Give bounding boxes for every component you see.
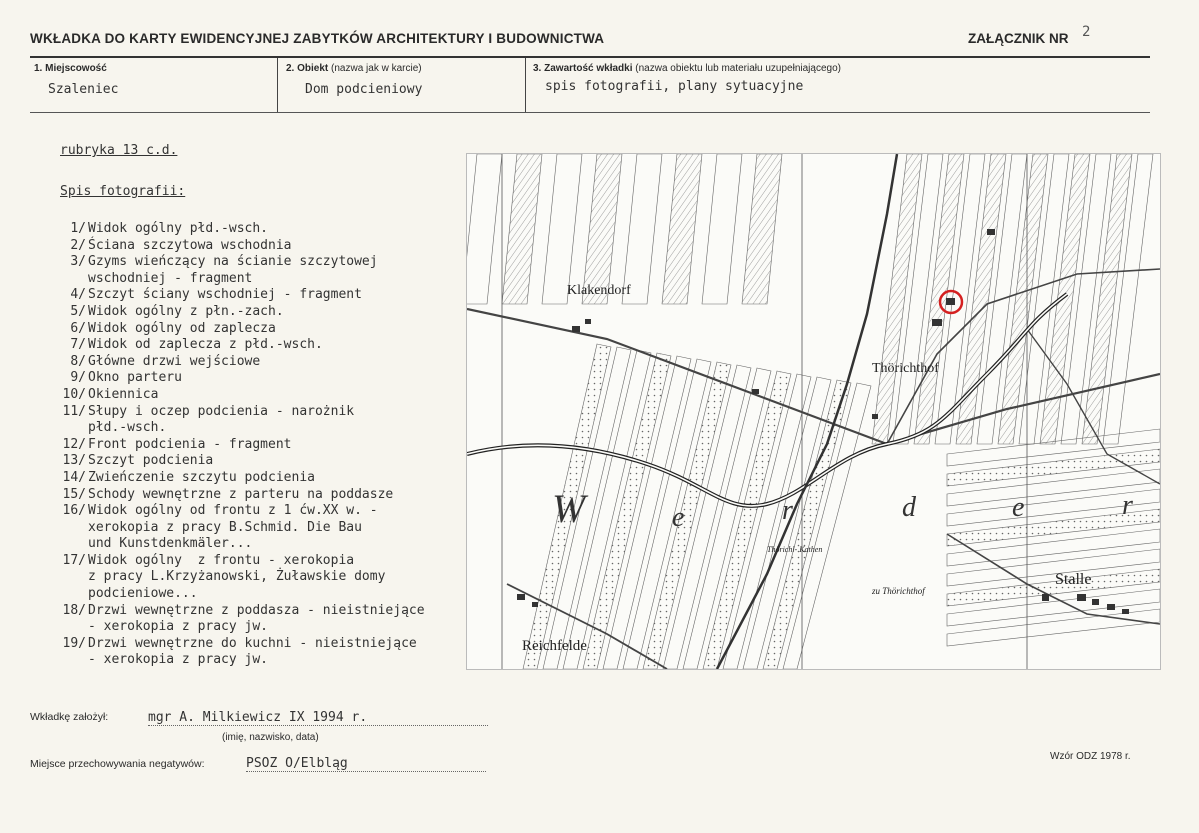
photo-item-number: 14/ [62,469,86,485]
photo-item-number: 11/ [62,403,86,419]
map-label-kathen: Thörichl- Kathen [767,545,823,554]
annex-number: 2 [1082,24,1091,40]
map-field-strip [702,154,742,304]
field-3-label-note: (nazwa obiektu lub materiału uzupełniającego) [635,63,841,74]
photo-item-text: Zwieńczenie szczytu podcienia [88,469,315,485]
map-label-klakendorf: Klakendorf [567,283,631,298]
map-label-reichfelde: Reichfelde [522,638,587,654]
field-3-label-main: 3. Zawartość wkładki [533,63,633,74]
photo-list-item [48,470,425,487]
storage-value: PSOZ O/Elbląg [246,756,486,772]
photo-item-number: 2/ [70,237,86,253]
photo-item-text: Okno parteru [88,370,182,386]
map-canal [717,154,897,669]
situation-map [466,153,1161,670]
fields-rule [30,112,1150,113]
photo-item-number: 19/ [62,635,86,651]
map-label-letter-r2: r [1122,490,1133,521]
author-label: Wkładkę założył: [30,711,109,723]
photo-list-item [48,437,425,454]
photo-item-text: Główne drzwi wejściowe [88,353,261,369]
photo-list-item [48,387,425,404]
photo-item-number: 17/ [62,552,86,568]
header-rule [30,56,1150,58]
photo-item-continuation: podcieniowe... [88,586,198,602]
photo-item-continuation: - xerokopia z pracy jw. [88,652,269,668]
object-building [946,298,955,305]
photo-item-number: 18/ [62,602,86,618]
photo-item-number: 13/ [62,453,86,469]
photo-list-item [48,254,425,271]
photo-item-text: Gzyms wieńczący na ścianie szczytowej [88,254,378,270]
photo-item-number: 4/ [70,287,86,303]
photo-item-number: 15/ [62,486,86,502]
photo-item-text: Widok ogólny płd.-wsch. [88,221,269,236]
form-title: WKŁADKA DO KARTY EWIDENCYJNEJ ZABYTKÓW ARCHITEKTURY I BUDOWNICTWA [30,31,605,46]
map-field-strip [542,154,582,304]
photo-list-item [48,354,425,371]
photo-list-item [48,503,425,520]
form-template-id: Wzór ODZ 1978 r. [1050,751,1131,762]
section-reference: rubryka 13 c.d. [60,143,178,158]
photo-item-number: 5/ [70,303,86,319]
field-1-value: Szaleniec [48,82,119,97]
photo-item-continuation: - xerokopia z pracy jw. [88,619,269,635]
author-hint: (imię, nazwisko, data) [222,732,319,743]
map-drawing [467,154,1160,669]
photo-item-continuation: wschodniej - fragment [88,270,253,286]
photo-item-text: Szczyt ściany wschodniej - fragment [88,287,362,303]
photo-list-item [48,304,425,321]
photo-list-item [48,321,425,338]
photo-item-text: Widok ogólny od frontu z 1 ćw.XX w. - [88,503,378,519]
photo-list-item [48,603,425,620]
map-field-strip [582,154,622,304]
photo-list-item [48,337,425,354]
annex-label: ZAŁĄCZNIK NR [968,31,1069,46]
field-2-label-note: (nazwa jak w karcie) [331,63,422,74]
photo-list-item [48,221,425,238]
photo-item-number: 9/ [70,370,86,386]
photo-item-text: Front podcienia - fragment [88,436,292,452]
photo-item-number: 16/ [62,503,86,519]
photo-list-item [48,287,425,304]
photo-item-text: Widok od zaplecza z płd.-wsch. [88,337,323,353]
map-field-strip [467,154,502,304]
field-divider-2 [525,58,526,112]
map-field-strip [622,154,662,304]
photo-item-text: Widok ogólny z płn.-zach. [88,303,284,319]
photo-item-text: Schody wewnętrzne z parteru na poddasze [88,486,394,502]
map-label-thorichthof-small: zu Thörichthof [872,586,925,596]
photo-item-text: Drzwi wewnętrzne z poddasza - nieistniejące [88,602,425,618]
map-label-letter-e1: e [672,502,685,533]
map-field-strip [502,154,542,304]
photo-item-text: Widok ogólny z frontu - xerokopia [88,552,355,568]
photo-list-item [48,404,425,421]
photo-item-continuation: płd.-wsch. [88,420,167,436]
photo-item-number: 8/ [70,353,86,369]
map-field-strip [947,609,1160,646]
map-label-stalle: Stalle [1055,571,1092,588]
storage-label: Miejsce przechowywania negatywów: [30,758,205,770]
map-label-thorichthof: Thörichthof [872,361,939,376]
field-2-value: Dom podcieniowy [305,82,423,97]
field-divider-1 [277,58,278,112]
photo-list-item [48,487,425,504]
photo-list-item [48,453,425,470]
photo-item-number: 12/ [62,436,86,452]
map-field-strip [914,154,964,444]
photo-list-item [48,636,425,653]
photo-item-text: Drzwi wewnętrzne do kuchni - nieistniejące [88,635,417,651]
author-value: mgr A. Milkiewicz IX 1994 r. [148,710,488,726]
map-label-letter-d: d [902,492,916,523]
map-label-letter-e2: e [1012,492,1025,523]
photo-list [48,221,425,669]
photo-item-continuation: z pracy L.Krzyżanowski, Żuławskie domy [88,569,386,585]
photo-item-number: 3/ [70,254,86,270]
photo-item-number: 7/ [70,337,86,353]
photo-item-text: Widok ogólny od zaplecza [88,320,276,336]
photo-item-continuation: und Kunstdenkmäler... [88,536,253,552]
photo-item-number: 6/ [70,320,86,336]
photo-list-heading: Spis fotografii: [60,184,186,199]
field-2-label-main: 2. Obiekt [286,63,329,74]
field-1-label: 1. Miejscowość [34,63,107,74]
map-field-strip [742,154,782,304]
field-3-label [533,63,841,74]
photo-item-text: Szczyt podcienia [88,453,214,469]
photo-item-text: Słupy i oczep podcienia - narożnik [88,403,355,419]
photo-item-text: Ściana szczytowa wschodnia [88,237,292,253]
photo-item-number: 1/ [70,221,86,236]
map-field-strip [662,154,702,304]
map-field-strip [1082,154,1132,444]
photo-list-item [48,370,425,387]
map-label-letter-r1: r [782,495,793,526]
field-3-value: spis fotografii, plany sytuacyjne [545,79,804,94]
photo-item-number: 10/ [62,386,86,402]
photo-list-item [48,238,425,255]
map-label-letter-w: W [552,486,586,531]
photo-item-text: Okiennica [88,386,159,402]
map-field-strip [872,154,922,444]
map-fields [467,154,1160,669]
field-2-label [286,63,422,74]
map-field-strip [947,569,1160,606]
map-field-strip [947,449,1160,486]
photo-list-item [48,553,425,570]
photo-item-continuation: xerokopia z pracy B.Schmid. Die Bau [88,519,362,535]
